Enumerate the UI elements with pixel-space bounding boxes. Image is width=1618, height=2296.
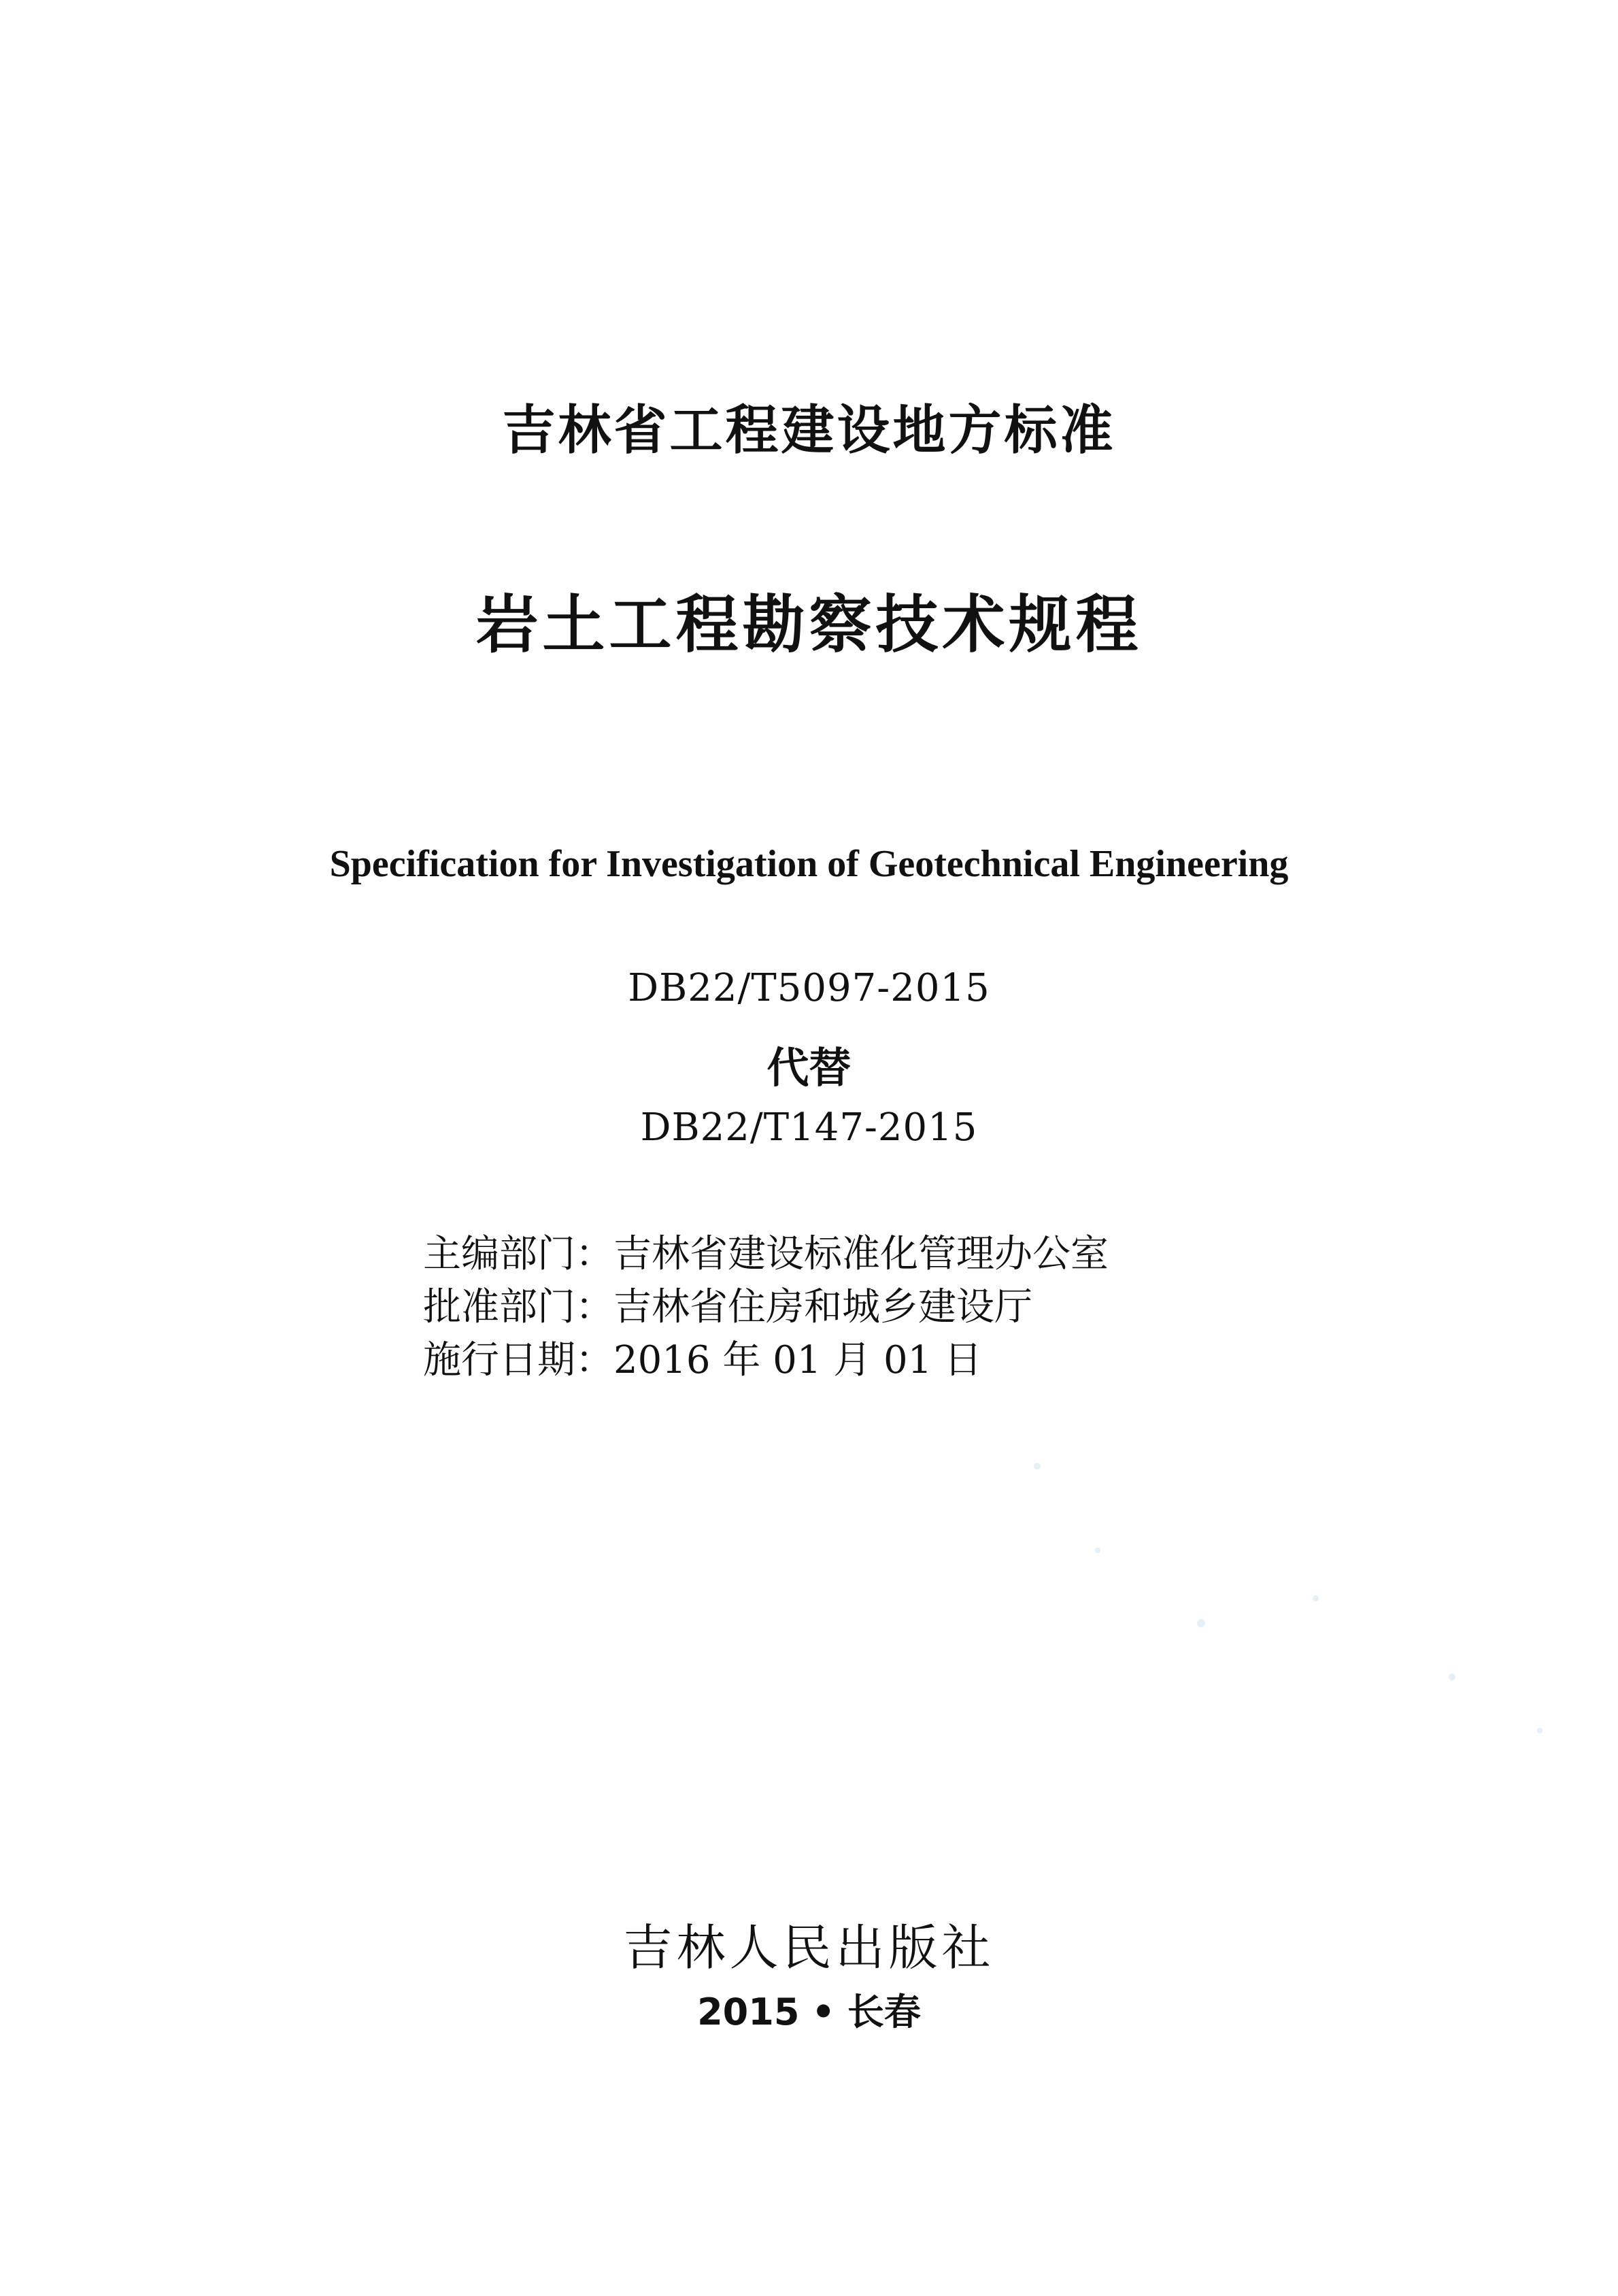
publication-imprint bbox=[0, 1983, 1618, 2035]
scan-speck bbox=[1034, 1463, 1041, 1469]
approval-department-row bbox=[423, 1281, 1109, 1334]
scan-speck bbox=[1537, 1728, 1543, 1733]
approval-department-label: 批准部门： bbox=[423, 1285, 613, 1329]
editor-department-label: 主编部门： bbox=[423, 1232, 613, 1276]
publication-year: 2015 bbox=[697, 1991, 800, 2033]
effective-date-label: 施行日期： bbox=[423, 1338, 613, 1382]
replaces-label: 代替 bbox=[766, 1043, 852, 1093]
standard-code: DB22/T5097-2015 bbox=[628, 966, 990, 1010]
document-title-english: Specification for Investigation of Geotechnical Engineering bbox=[329, 843, 1289, 885]
scan-speck bbox=[1313, 1595, 1319, 1601]
publisher-name: 吉林人民出版社 bbox=[623, 1919, 995, 1976]
scan-speck bbox=[1449, 1674, 1455, 1680]
effective-date-row bbox=[423, 1334, 1109, 1387]
approval-department-value: 吉林省住房和城乡建设厅 bbox=[613, 1285, 1032, 1329]
scan-speck bbox=[1197, 1619, 1205, 1627]
standard-series-heading: 吉林省工程建设地方标准 bbox=[502, 400, 1116, 461]
editor-department-value: 吉林省建设标准化管理办公室 bbox=[613, 1232, 1109, 1276]
publication-city: 长春 bbox=[847, 1991, 921, 2033]
document-title-chinese: 岩土工程勘察技术规程 bbox=[475, 588, 1143, 661]
scan-speck bbox=[1095, 1548, 1100, 1553]
editor-department-row bbox=[423, 1228, 1109, 1281]
replaced-standard-code: DB22/T147-2015 bbox=[640, 1105, 978, 1150]
imprint-separator: • bbox=[811, 1991, 835, 2033]
effective-date-value: 2016 年 01 月 01 日 bbox=[613, 1338, 983, 1382]
publication-info-block bbox=[423, 1228, 1109, 1387]
